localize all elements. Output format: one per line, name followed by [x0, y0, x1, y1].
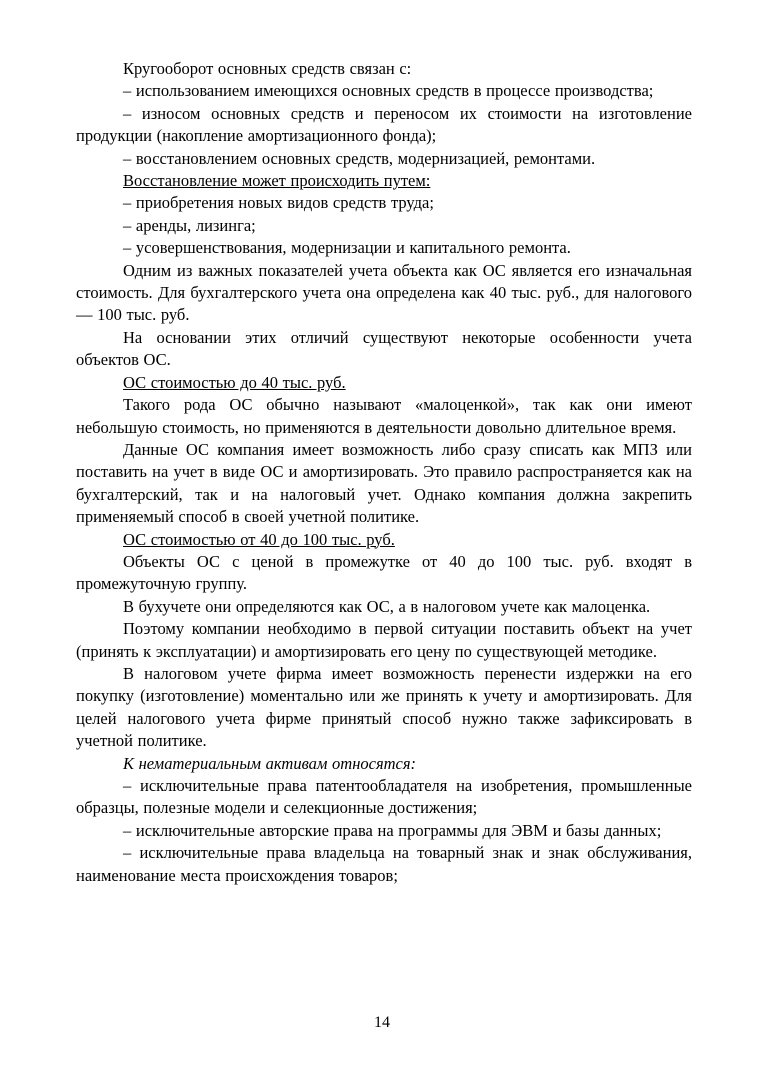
paragraph: На основании этих отличий существуют некоторые особенности учета объектов ОС.	[76, 327, 692, 370]
text-block	[76, 58, 692, 887]
list-item: – аренды, лизинга;	[123, 215, 256, 235]
section-heading-italic: К нематериальным активам относятся:	[123, 753, 417, 773]
paragraph: Кругооборот основных средств связан с:	[123, 59, 412, 78]
list-item: – приобретения новых видов средств труда;	[123, 193, 434, 213]
list-item: – исключительные права патентообладателя на изобретения, промышленные образцы, полезные модели и селекционные достижения;	[76, 776, 692, 818]
list-item: – усовершенствования, модернизации и капитального ремонта.	[123, 238, 571, 258]
paragraph: Поэтому компании необходимо в первой ситуации поставить объект на учет (принять к эксплуатации) и амортизировать его цену по существующей методике.	[76, 619, 692, 661]
paragraph: В бухучете они определяются как ОС, а в налоговом учете как малоценка.	[123, 596, 651, 616]
section-heading: Восстановление может происходить путем:	[123, 171, 431, 191]
section-heading: ОС стоимостью от 40 до 100 тыс. руб.	[123, 529, 395, 549]
paragraph: В налоговом учете фирма имеет возможность перенести издержки на его покупку (изготовление) моментально или же принять к учету и амортизировать. Для целей налогового учета фирме принятый способ нужно также зафиксировать в учетной политике.	[76, 663, 692, 751]
list-item: – использованием имеющихся основных средств в процессе производства;	[123, 81, 654, 101]
paragraph: Объекты ОС с ценой в промежутке от 40 до 100 тыс. руб. входят в промежуточную группу.	[76, 551, 692, 594]
list-item: – восстановлением основных средств, модернизацией, ремонтами.	[123, 148, 596, 168]
list-item: – исключительные права владельца на товарный знак и знак обслуживания, наименование места происхождения товаров;	[76, 843, 692, 885]
section-heading: ОС стоимостью до 40 тыс. руб.	[123, 372, 346, 392]
paragraph: Такого рода ОС обычно называют «малоценкой», так как они имеют небольшую стоимость, но применяются в деятельности довольно длительное время.	[76, 395, 692, 437]
paragraph: Данные ОС компания имеет возможность либо сразу списать как МПЗ или поставить на учет в виде ОС и амортизировать. Это правило распространяется как на бухгалтерский, так и на налоговый учет. Однако компания должна закрепить применяемый способ в своей учетной политике.	[76, 439, 692, 527]
list-item: – износом основных средств и переносом их стоимости на изготовление продукции (накопление амортизационного фонда);	[76, 103, 692, 146]
list-item: – исключительные авторские права на программы для ЭВМ и базы данных;	[123, 820, 662, 840]
page-number: 14	[374, 1014, 390, 1031]
paragraph: Одним из важных показателей учета объекта как ОС является его изначальная стоимость. Для бухгалтерского учета она определена как 40 тыс. руб., для налогового — 100 тыс. руб.	[76, 260, 692, 325]
